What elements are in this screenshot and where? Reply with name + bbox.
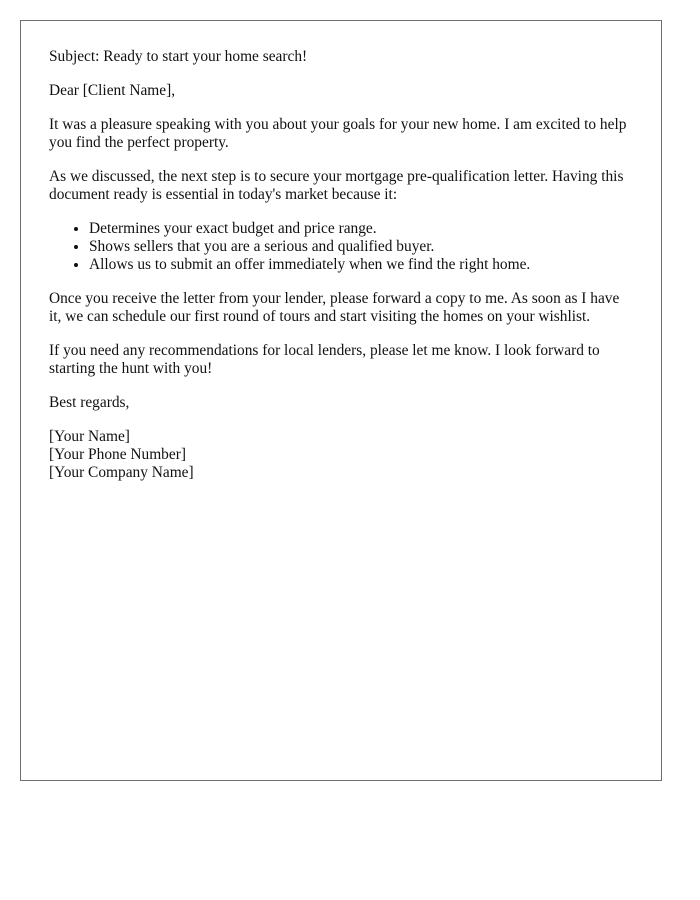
- benefits-list: [49, 220, 633, 274]
- list-item: • Determines your exact budget and price range.: [89, 220, 633, 238]
- intro-paragraph: It was a pleasure speaking with you about your goals for your new home. I am excited to help you find the perfect property.: [49, 116, 627, 151]
- greeting: Dear [Client Name],: [49, 82, 176, 99]
- signature-company: [Your Company Name]: [49, 464, 194, 481]
- signature-block: [49, 428, 633, 482]
- closing-line: Best regards,: [49, 394, 130, 411]
- subject-line: Subject: Ready to start your home search!: [49, 48, 308, 65]
- list-item: • Shows sellers that you are a serious and qualified buyer.: [89, 238, 633, 256]
- signature-phone: [Your Phone Number]: [49, 446, 186, 463]
- signature-name: [Your Name]: [49, 428, 130, 445]
- letter-body: [20, 20, 662, 781]
- next-step-paragraph: As we discussed, the next step is to secure your mortgage pre-qualification letter. Having this document ready is essential in today's market because it:: [49, 168, 624, 203]
- recommendations-paragraph: If you need any recommendations for local lenders, please let me know. I look forward to starting the hunt with you!: [49, 342, 600, 377]
- forward-letter-paragraph: Once you receive the letter from your lender, please forward a copy to me. As soon as I have it, we can schedule our first round of tours and start visiting the homes on your wishlist.: [49, 290, 620, 325]
- list-item: • Allows us to submit an offer immediately when we find the right home.: [89, 256, 633, 274]
